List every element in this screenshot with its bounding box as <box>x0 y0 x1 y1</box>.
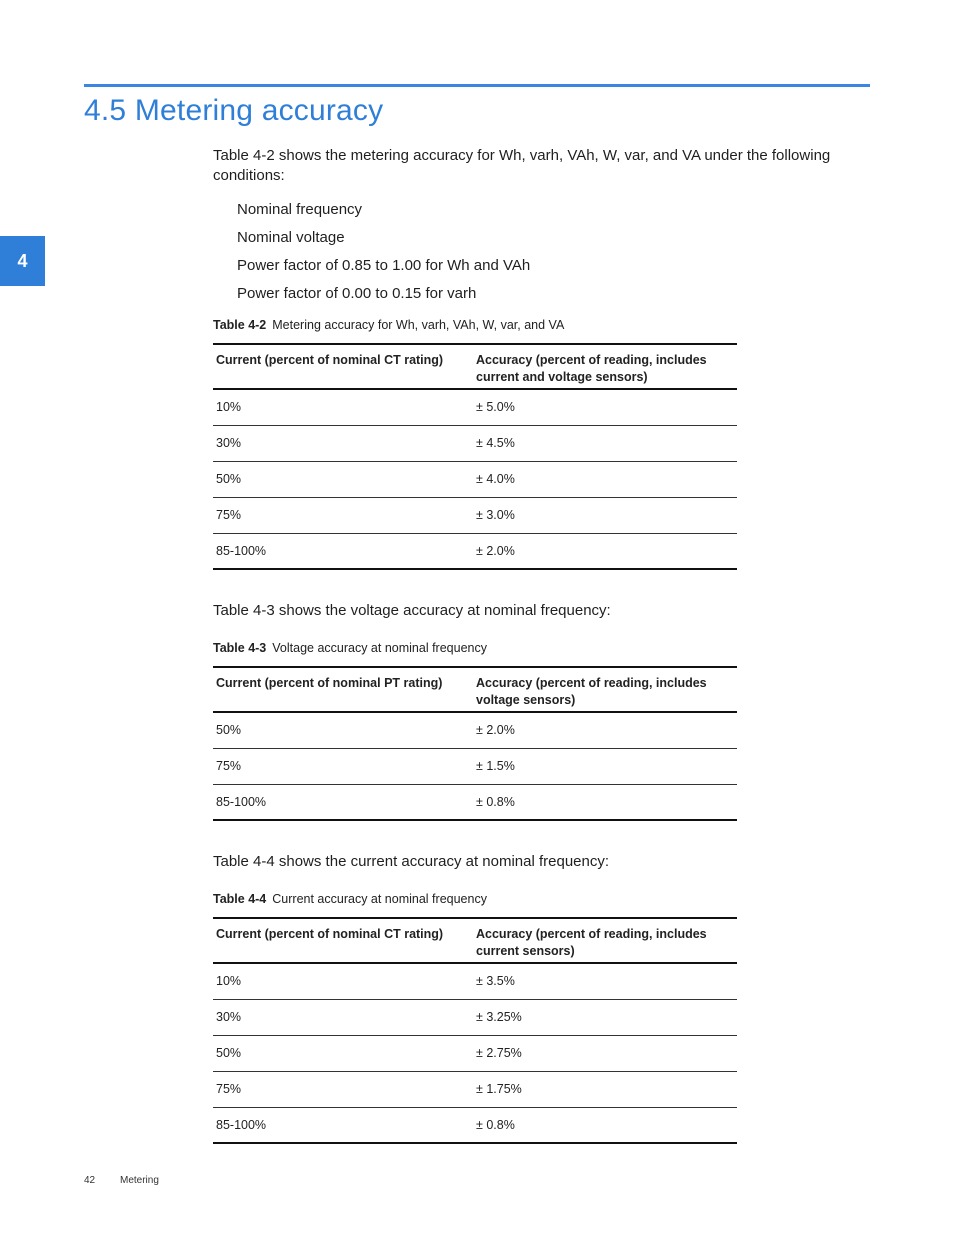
table-cell: 75% <box>213 1071 473 1107</box>
table-header-row <box>213 344 737 389</box>
table-row <box>213 963 737 999</box>
section-title: 4.5 Metering accuracy <box>84 94 384 127</box>
table-cell: 10% <box>213 389 473 425</box>
metering-accuracy-table <box>213 343 737 570</box>
footer-section-name: Metering <box>120 1175 159 1186</box>
table-cell: 10% <box>213 963 473 999</box>
table-row <box>213 461 737 497</box>
table-cell: ± 3.0% <box>473 497 737 533</box>
table-row <box>213 1035 737 1071</box>
table-caption-text: Voltage accuracy at nominal frequency <box>272 641 487 655</box>
table-cell: ± 0.8% <box>473 784 737 820</box>
conditions-list <box>237 200 530 312</box>
table-row <box>213 425 737 461</box>
column-header: Accuracy (percent of reading, includes current and voltage sensors) <box>473 344 737 389</box>
table-caption-text: Metering accuracy for Wh, varh, VAh, W, var, and VA <box>272 318 565 332</box>
condition-item: Nominal voltage <box>237 229 345 246</box>
table-header-row <box>213 667 737 712</box>
voltage-intro-paragraph: Table 4-3 shows the voltage accuracy at nominal frequency: <box>213 602 611 619</box>
chapter-tab: 4 <box>0 236 45 286</box>
column-header: Accuracy (percent of reading, includes current sensors) <box>473 918 737 963</box>
table-caption <box>213 317 564 333</box>
table-row <box>213 1107 737 1143</box>
table-cell: ± 2.75% <box>473 1035 737 1071</box>
table-cell: ± 0.8% <box>473 1107 737 1143</box>
table-cell: 85-100% <box>213 1107 473 1143</box>
table-cell: 50% <box>213 461 473 497</box>
table-cell: ± 1.75% <box>473 1071 737 1107</box>
table-label: Table 4-2 <box>213 318 267 332</box>
table-cell: 30% <box>213 425 473 461</box>
table-caption <box>213 891 487 907</box>
condition-item: Power factor of 0.85 to 1.00 for Wh and VAh <box>237 257 531 274</box>
table-row <box>213 999 737 1035</box>
table-cell: 75% <box>213 497 473 533</box>
table-row <box>213 748 737 784</box>
table-cell: 75% <box>213 748 473 784</box>
voltage-accuracy-table <box>213 666 737 821</box>
table-row <box>213 712 737 748</box>
table-cell: 30% <box>213 999 473 1035</box>
intro-paragraph: Table 4-2 shows the metering accuracy for Wh, varh, VAh, W, var, and VA under the following conditions: <box>213 147 831 184</box>
column-header: Accuracy (percent of reading, includes voltage sensors) <box>473 667 737 712</box>
table-cell: ± 4.0% <box>473 461 737 497</box>
table-caption <box>213 640 487 656</box>
column-header: Current (percent of nominal CT rating) <box>213 918 473 963</box>
table-row <box>213 784 737 820</box>
condition-item: Power factor of 0.00 to 0.15 for varh <box>237 285 477 302</box>
page-number: 42 <box>84 1175 96 1186</box>
table-cell: ± 3.5% <box>473 963 737 999</box>
table-row <box>213 389 737 425</box>
table-label: Table 4-4 <box>213 892 267 906</box>
table-label: Table 4-3 <box>213 641 267 655</box>
current-intro-paragraph: Table 4-4 shows the current accuracy at nominal frequency: <box>213 853 610 870</box>
table-cell: 85-100% <box>213 533 473 569</box>
table-cell: ± 1.5% <box>473 748 737 784</box>
table-cell: 85-100% <box>213 784 473 820</box>
table-row <box>213 497 737 533</box>
table-header-row <box>213 918 737 963</box>
table-cell: 50% <box>213 712 473 748</box>
table-row <box>213 533 737 569</box>
table-cell: ± 2.0% <box>473 712 737 748</box>
header-rule <box>84 84 870 87</box>
table-row <box>213 1071 737 1107</box>
current-accuracy-table <box>213 917 737 1144</box>
column-header: Current (percent of nominal CT rating) <box>213 344 473 389</box>
table-cell: ± 2.0% <box>473 533 737 569</box>
table-cell: ± 5.0% <box>473 389 737 425</box>
table-cell: 50% <box>213 1035 473 1071</box>
table-caption-text: Current accuracy at nominal frequency <box>272 892 487 906</box>
table-cell: ± 4.5% <box>473 425 737 461</box>
column-header: Current (percent of nominal PT rating) <box>213 667 473 712</box>
condition-item: Nominal frequency <box>237 201 363 218</box>
table-cell: ± 3.25% <box>473 999 737 1035</box>
